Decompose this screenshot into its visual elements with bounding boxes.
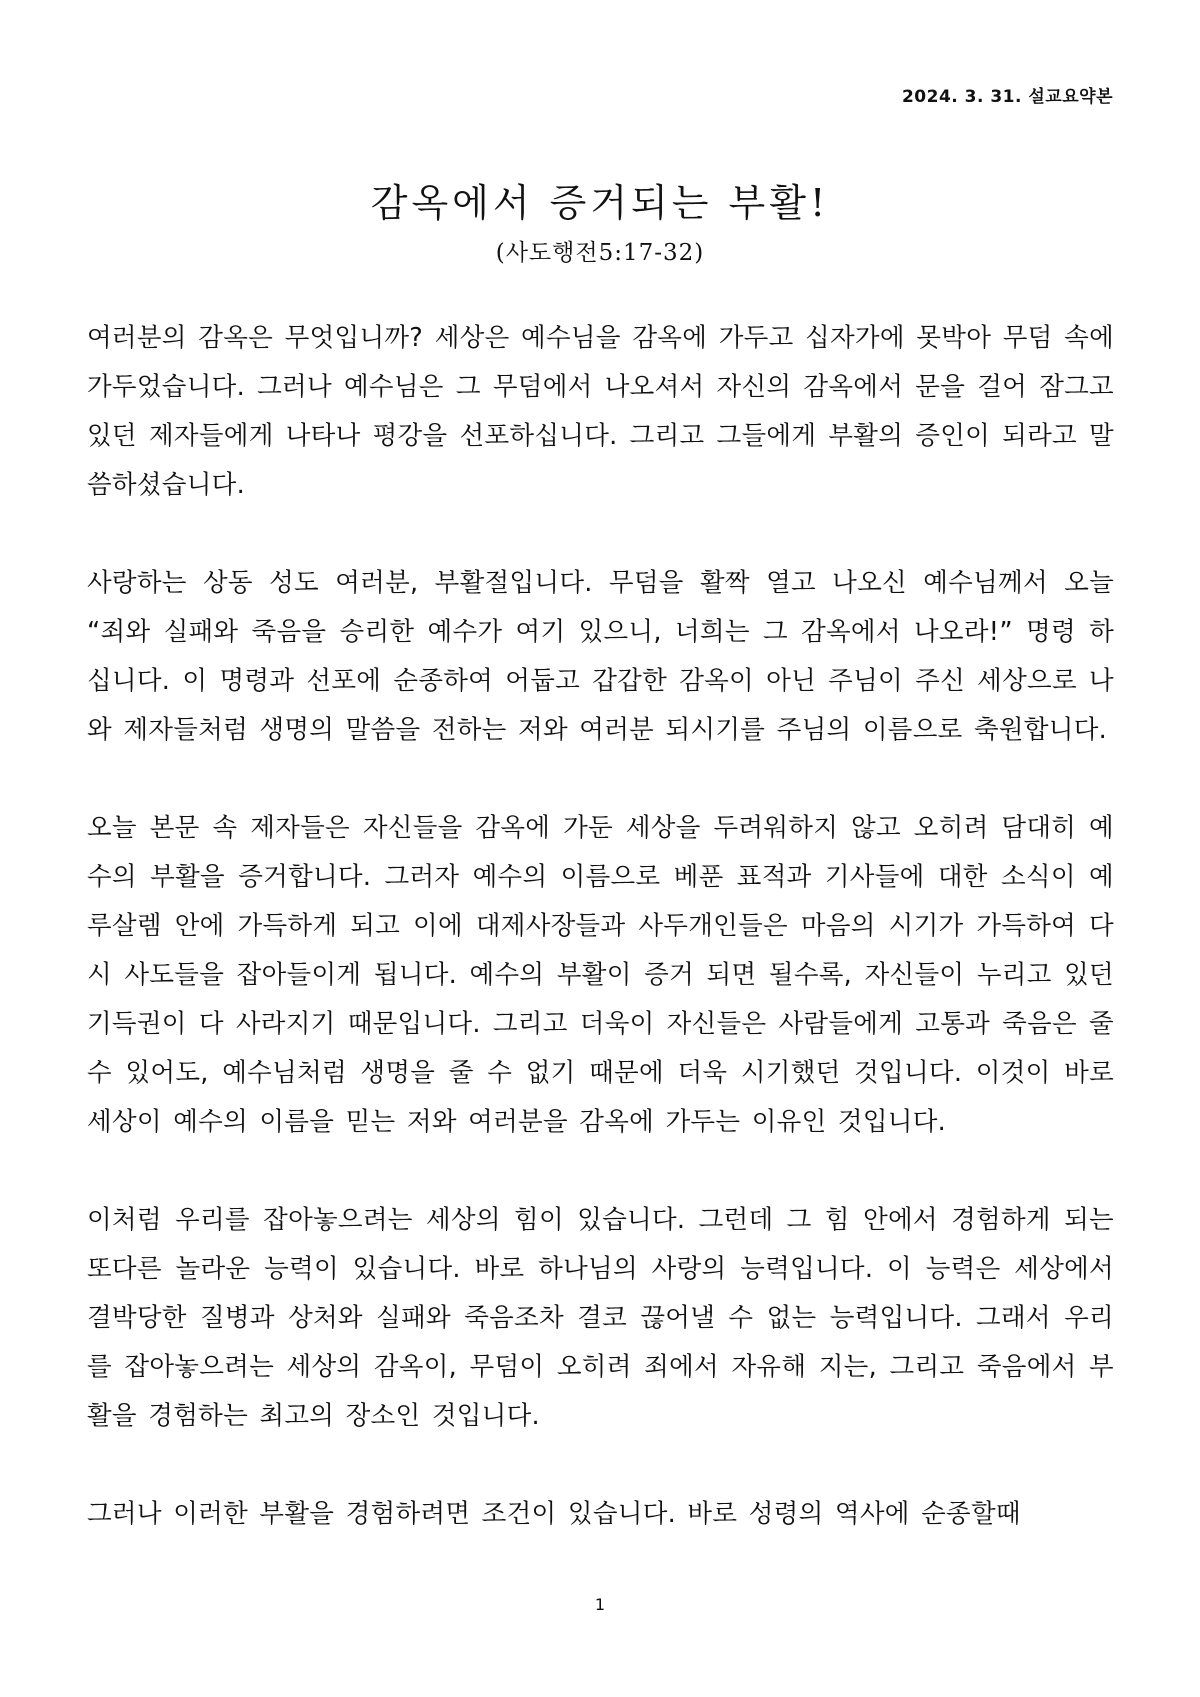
paragraph-4: 이처럼 우리를 잡아놓으려는 세상의 힘이 있습니다. 그런데 그 힘 안에서 경험하게 되는 또다른 놀라운 능력이 있습니다. 바로 하나님의 사랑의 능력입니다. 이 능력은 세상에서 결박당한 질병과 상처와 실패와 죽음조차 결코 끊어낼 수 없는 능력입니다. 그래서 우리를 잡아놓으려는 세상의 감옥이, 무덤이 오히려 죄에서 자유해 지는, 그리고 죽음에서 부활을 경험하는 최고의 장소인 것입니다. [87,1205,1114,1431]
sermon-date-label: 2024. 3. 31. 설교요약본 [901,87,1113,107]
paragraph-1: 여러분의 감옥은 무엇입니까? 세상은 예수님을 감옥에 가두고 십자가에 못박아 무덤 속에 가두었습니다. 그러나 예수님은 그 무덤에서 나오셔서 자신의 감옥에서 문을 걸어 잠그고 있던 제자들에게 나타나 평강을 선포하십니다. 그리고 그들에게 부활의 증인이 되라고 말씀하셨습니다. [87,323,1114,500]
paragraph-3: 오늘 본문 속 제자들은 자신들을 감옥에 가둔 세상을 두려워하지 않고 오히려 담대히 예수의 부활을 증거합니다. 그러자 예수의 이름으로 베푼 표적과 기사들에 대한 소식이 예루살렘 안에 가득하게 되고 이에 대제사장들과 사두개인들은 마음의 시기가 가득하여 다시 사도들을 잡아들이게 됩니다. 예수의 부활이 증거 되면 될수록, 자신들이 누리고 있던 기득권이 다 사라지기 때문입니다. 그리고 더욱이 자신들은 사람들에게 고통과 죽음은 줄 수 있어도, 예수님처럼 생명을 줄 수 없기 때문에 더욱 시기했던 것입니다. 이것이 바로 세상이 예수의 이름을 믿는 저와 여러분을 감옥에 가두는 이유인 것입니다. [87,813,1114,1137]
page-number: 1 [594,1595,606,1614]
scripture-reference: (사도행전5:17-32) [495,240,705,266]
sermon-body [87,314,1114,1588]
paragraph-2: 사랑하는 상동 성도 여러분, 부활절입니다. 무덤을 활짝 열고 나오신 예수님께서 오늘 “죄와 실패와 죽음을 승리한 예수가 여기 있으니, 너희는 그 감옥에서 나오라!” 명령 하십니다. 이 명령과 선포에 순종하여 어둡고 갑갑한 감옥이 아닌 주님이 주신 세상으로 나와 제자들처럼 생명의 말씀을 전하는 저와 여러분 되시기를 주님의 이름으로 축원합니다. [87,568,1114,745]
paragraph-5: 그러나 이러한 부활을 경험하려면 조건이 있습니다. 바로 성령의 역사에 순종할때 [87,1499,1021,1529]
sermon-title: 감옥에서 증거되는 부활! [370,181,830,225]
